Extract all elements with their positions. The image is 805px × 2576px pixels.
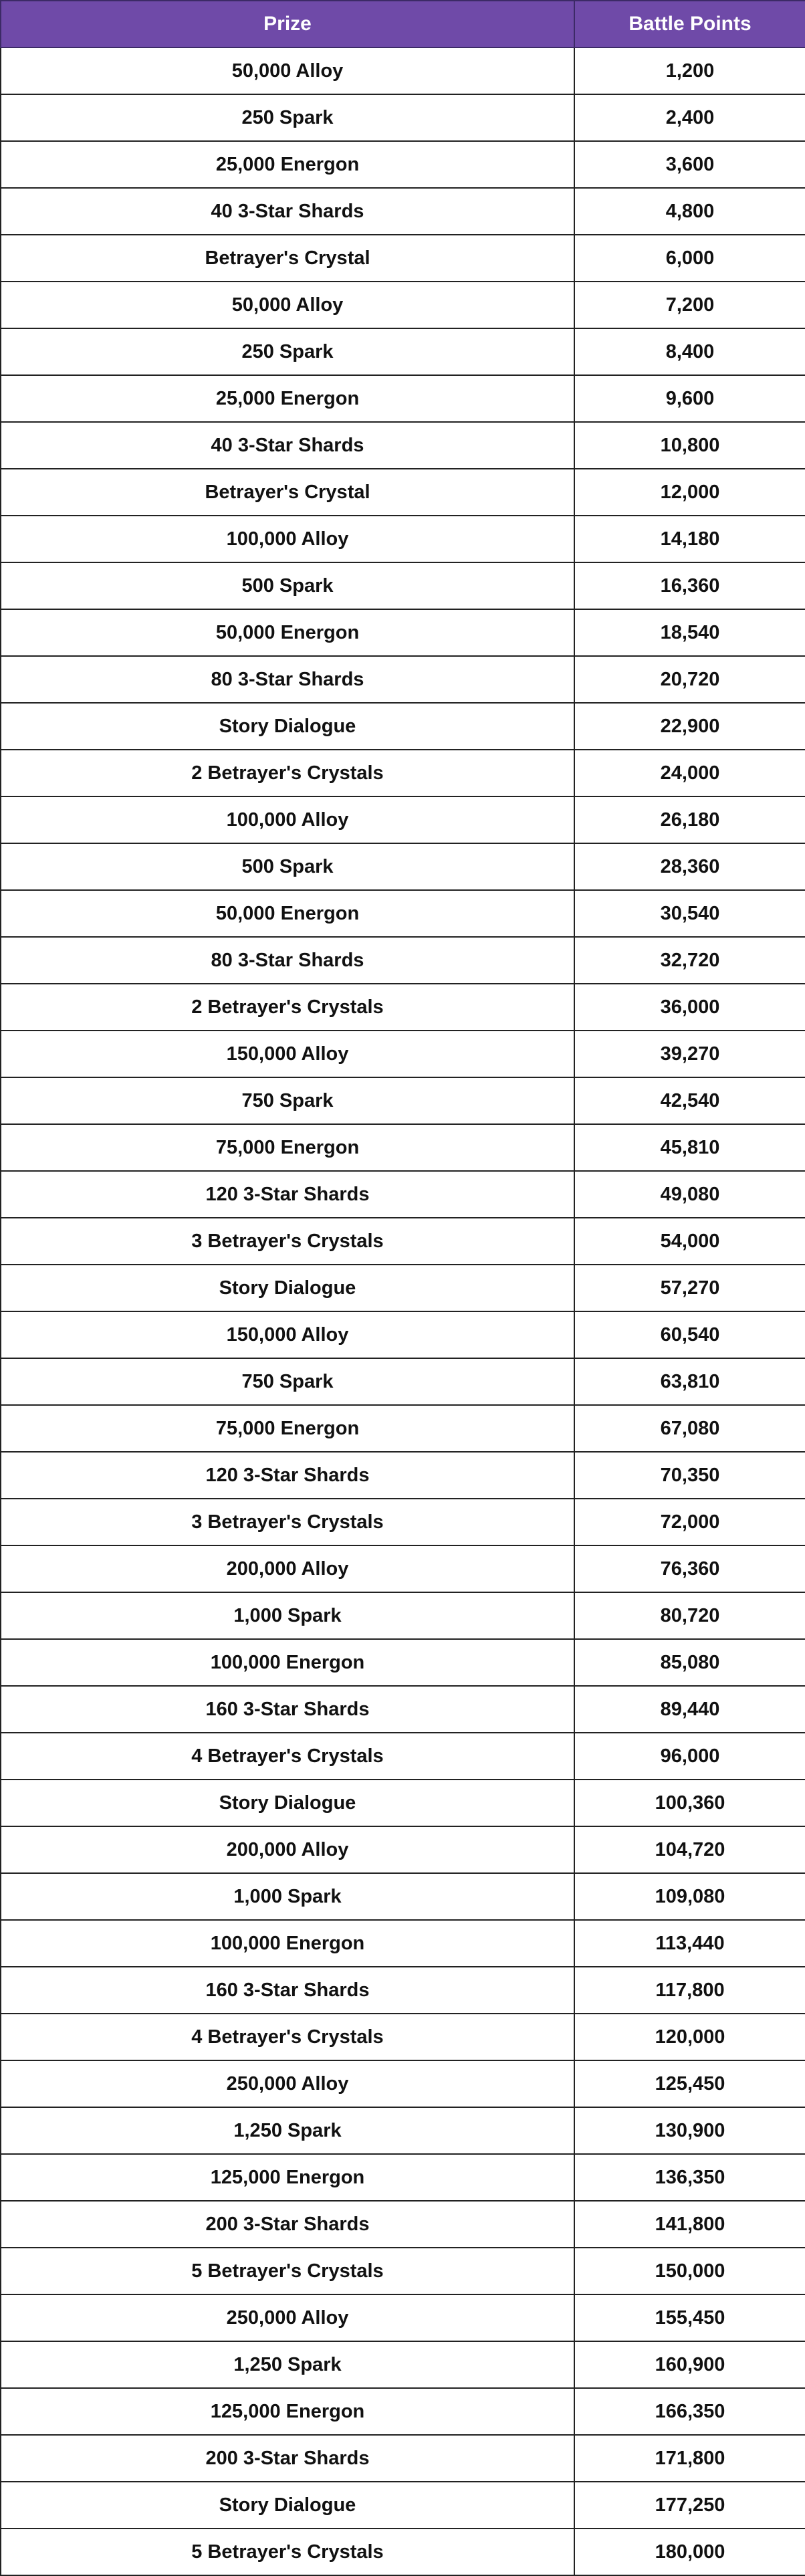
table-row [1,1639,805,1686]
prize-cell: 125,000 Energon [1,2388,574,2435]
table-row [1,141,805,188]
table-row [1,188,805,235]
battle-points-cell: 171,800 [574,2435,805,2482]
prize-cell: 120 3-Star Shards [1,1452,574,1499]
table-row [1,47,805,94]
table-row [1,2388,805,2435]
battle-points-cell: 120,000 [574,2014,805,2060]
table-row [1,1265,805,1311]
prize-cell: 2 Betrayer's Crystals [1,750,574,796]
prize-cell: 100,000 Energon [1,1920,574,1967]
prize-cell: 750 Spark [1,1077,574,1124]
table-row [1,2060,805,2107]
battle-points-cell: 89,440 [574,1686,805,1733]
battle-points-cell: 16,360 [574,562,805,609]
table-row [1,469,805,516]
table-row [1,1218,805,1265]
prize-cell: 25,000 Energon [1,141,574,188]
table-row [1,703,805,750]
battle-points-cell: 39,270 [574,1031,805,1077]
table-row [1,516,805,562]
table-row [1,1686,805,1733]
table-row [1,1358,805,1405]
table-row [1,609,805,656]
prize-cell: 5 Betrayer's Crystals [1,2529,574,2575]
table-row [1,2248,805,2294]
battle-points-cell: 45,810 [574,1124,805,1171]
table-row [1,1967,805,2014]
prize-cell: 40 3-Star Shards [1,422,574,469]
prize-cell: 50,000 Alloy [1,282,574,328]
battle-points-cell: 57,270 [574,1265,805,1311]
table-row [1,750,805,796]
table-row [1,422,805,469]
table-row [1,1780,805,1826]
battle-points-cell: 3,600 [574,141,805,188]
header-row [1,1,805,47]
table-row [1,1592,805,1639]
prize-cell: 3 Betrayer's Crystals [1,1499,574,1545]
prize-cell: 120 3-Star Shards [1,1171,574,1218]
table-row [1,282,805,328]
prize-cell: 25,000 Energon [1,375,574,422]
table-row [1,1311,805,1358]
prize-cell: Story Dialogue [1,1265,574,1311]
battle-points-cell: 130,900 [574,2107,805,2154]
table-row [1,235,805,282]
battle-points-cell: 80,720 [574,1592,805,1639]
prize-cell: 160 3-Star Shards [1,1686,574,1733]
table-row [1,2341,805,2388]
battle-points-cell: 155,450 [574,2294,805,2341]
prize-cell: 100,000 Alloy [1,516,574,562]
table-row [1,94,805,141]
prize-cell: 80 3-Star Shards [1,937,574,984]
table-row [1,1499,805,1545]
battle-points-cell: 18,540 [574,609,805,656]
battle-points-cell: 136,350 [574,2154,805,2201]
table-row [1,1405,805,1452]
battle-points-cell: 28,360 [574,843,805,890]
battle-points-cell: 96,000 [574,1733,805,1780]
battle-points-cell: 76,360 [574,1545,805,1592]
battle-points-cell: 30,540 [574,890,805,937]
battle-points-cell: 49,080 [574,1171,805,1218]
prize-cell: 125,000 Energon [1,2154,574,2201]
battle-points-cell: 150,000 [574,2248,805,2294]
battle-points-cell: 54,000 [574,1218,805,1265]
prize-cell: 3 Betrayer's Crystals [1,1218,574,1265]
battle-points-cell: 177,250 [574,2482,805,2529]
battle-points-cell: 109,080 [574,1873,805,1920]
prize-cell: 4 Betrayer's Crystals [1,1733,574,1780]
table-row [1,1124,805,1171]
table-header [1,1,805,47]
table-row [1,2482,805,2529]
table-row [1,890,805,937]
prize-cell: 100,000 Alloy [1,796,574,843]
battle-points-cell: 32,720 [574,937,805,984]
table-row [1,1733,805,1780]
prize-cell: 200,000 Alloy [1,1545,574,1592]
prize-cell: Story Dialogue [1,703,574,750]
battle-points-cell: 104,720 [574,1826,805,1873]
prize-cell: 1,250 Spark [1,2341,574,2388]
battle-points-cell: 10,800 [574,422,805,469]
battle-points-cell: 2,400 [574,94,805,141]
battle-points-cell: 4,800 [574,188,805,235]
table-row [1,1031,805,1077]
table-row [1,2294,805,2341]
table-row [1,843,805,890]
prize-cell: 1,000 Spark [1,1873,574,1920]
prize-cell: 1,250 Spark [1,2107,574,2154]
battle-points-cell: 42,540 [574,1077,805,1124]
prize-cell: 40 3-Star Shards [1,188,574,235]
prize-cell: 250 Spark [1,328,574,375]
table-row [1,1171,805,1218]
prize-cell: 500 Spark [1,843,574,890]
battle-points-cell: 60,540 [574,1311,805,1358]
table-row [1,2154,805,2201]
prize-cell: 50,000 Energon [1,890,574,937]
table-row [1,1826,805,1873]
battle-points-cell: 125,450 [574,2060,805,2107]
battle-points-cell: 7,200 [574,282,805,328]
battle-points-cell: 180,000 [574,2529,805,2575]
prize-cell: 150,000 Alloy [1,1311,574,1358]
prize-cell: 5 Betrayer's Crystals [1,2248,574,2294]
battle-points-cell: 14,180 [574,516,805,562]
battle-points-cell: 6,000 [574,235,805,282]
battle-points-cell: 113,440 [574,1920,805,1967]
prize-cell: 160 3-Star Shards [1,1967,574,2014]
table-row [1,2435,805,2482]
prize-cell: Story Dialogue [1,2482,574,2529]
prize-cell: Betrayer's Crystal [1,235,574,282]
prize-cell: 4 Betrayer's Crystals [1,2014,574,2060]
battle-points-cell: 36,000 [574,984,805,1031]
prize-cell: 250,000 Alloy [1,2060,574,2107]
column-header-battle-points: Battle Points [574,1,805,47]
table-row [1,796,805,843]
prize-cell: 150,000 Alloy [1,1031,574,1077]
prize-cell: 75,000 Energon [1,1124,574,1171]
prize-cell: 100,000 Energon [1,1639,574,1686]
battle-points-cell: 63,810 [574,1358,805,1405]
table-row [1,1077,805,1124]
battle-points-cell: 160,900 [574,2341,805,2388]
prize-cell: Story Dialogue [1,1780,574,1826]
battle-points-cell: 166,350 [574,2388,805,2435]
table-row [1,2107,805,2154]
battle-points-cell: 100,360 [574,1780,805,1826]
prize-cell: 200,000 Alloy [1,1826,574,1873]
prize-cell: 2 Betrayer's Crystals [1,984,574,1031]
prize-cell: 750 Spark [1,1358,574,1405]
battle-points-cell: 20,720 [574,656,805,703]
battle-points-cell: 117,800 [574,1967,805,2014]
prize-cell: 1,000 Spark [1,1592,574,1639]
battle-points-cell: 141,800 [574,2201,805,2248]
table-row [1,2201,805,2248]
column-header-prize: Prize [1,1,574,47]
table-row [1,2529,805,2575]
battle-points-cell: 9,600 [574,375,805,422]
prize-cell: 50,000 Energon [1,609,574,656]
battle-points-cell: 70,350 [574,1452,805,1499]
prize-cell: Betrayer's Crystal [1,469,574,516]
prize-cell: 200 3-Star Shards [1,2435,574,2482]
table-row [1,2014,805,2060]
table-row [1,375,805,422]
battle-points-cell: 24,000 [574,750,805,796]
battle-points-cell: 22,900 [574,703,805,750]
table-row [1,328,805,375]
battle-points-cell: 72,000 [574,1499,805,1545]
battle-points-cell: 67,080 [574,1405,805,1452]
prize-cell: 250,000 Alloy [1,2294,574,2341]
table-row [1,984,805,1031]
prize-cell: 50,000 Alloy [1,47,574,94]
table-row [1,562,805,609]
battle-points-cell: 1,200 [574,47,805,94]
battle-points-cell: 12,000 [574,469,805,516]
prize-cell: 75,000 Energon [1,1405,574,1452]
table-row [1,1920,805,1967]
table-body [1,47,805,2575]
table-row [1,656,805,703]
table-row [1,1452,805,1499]
table-row [1,1545,805,1592]
battle-points-cell: 8,400 [574,328,805,375]
table-row [1,1873,805,1920]
prize-cell: 200 3-Star Shards [1,2201,574,2248]
prize-cell: 500 Spark [1,562,574,609]
prize-cell: 80 3-Star Shards [1,656,574,703]
battle-points-cell: 85,080 [574,1639,805,1686]
table-row [1,937,805,984]
battle-points-cell: 26,180 [574,796,805,843]
prize-cell: 250 Spark [1,94,574,141]
